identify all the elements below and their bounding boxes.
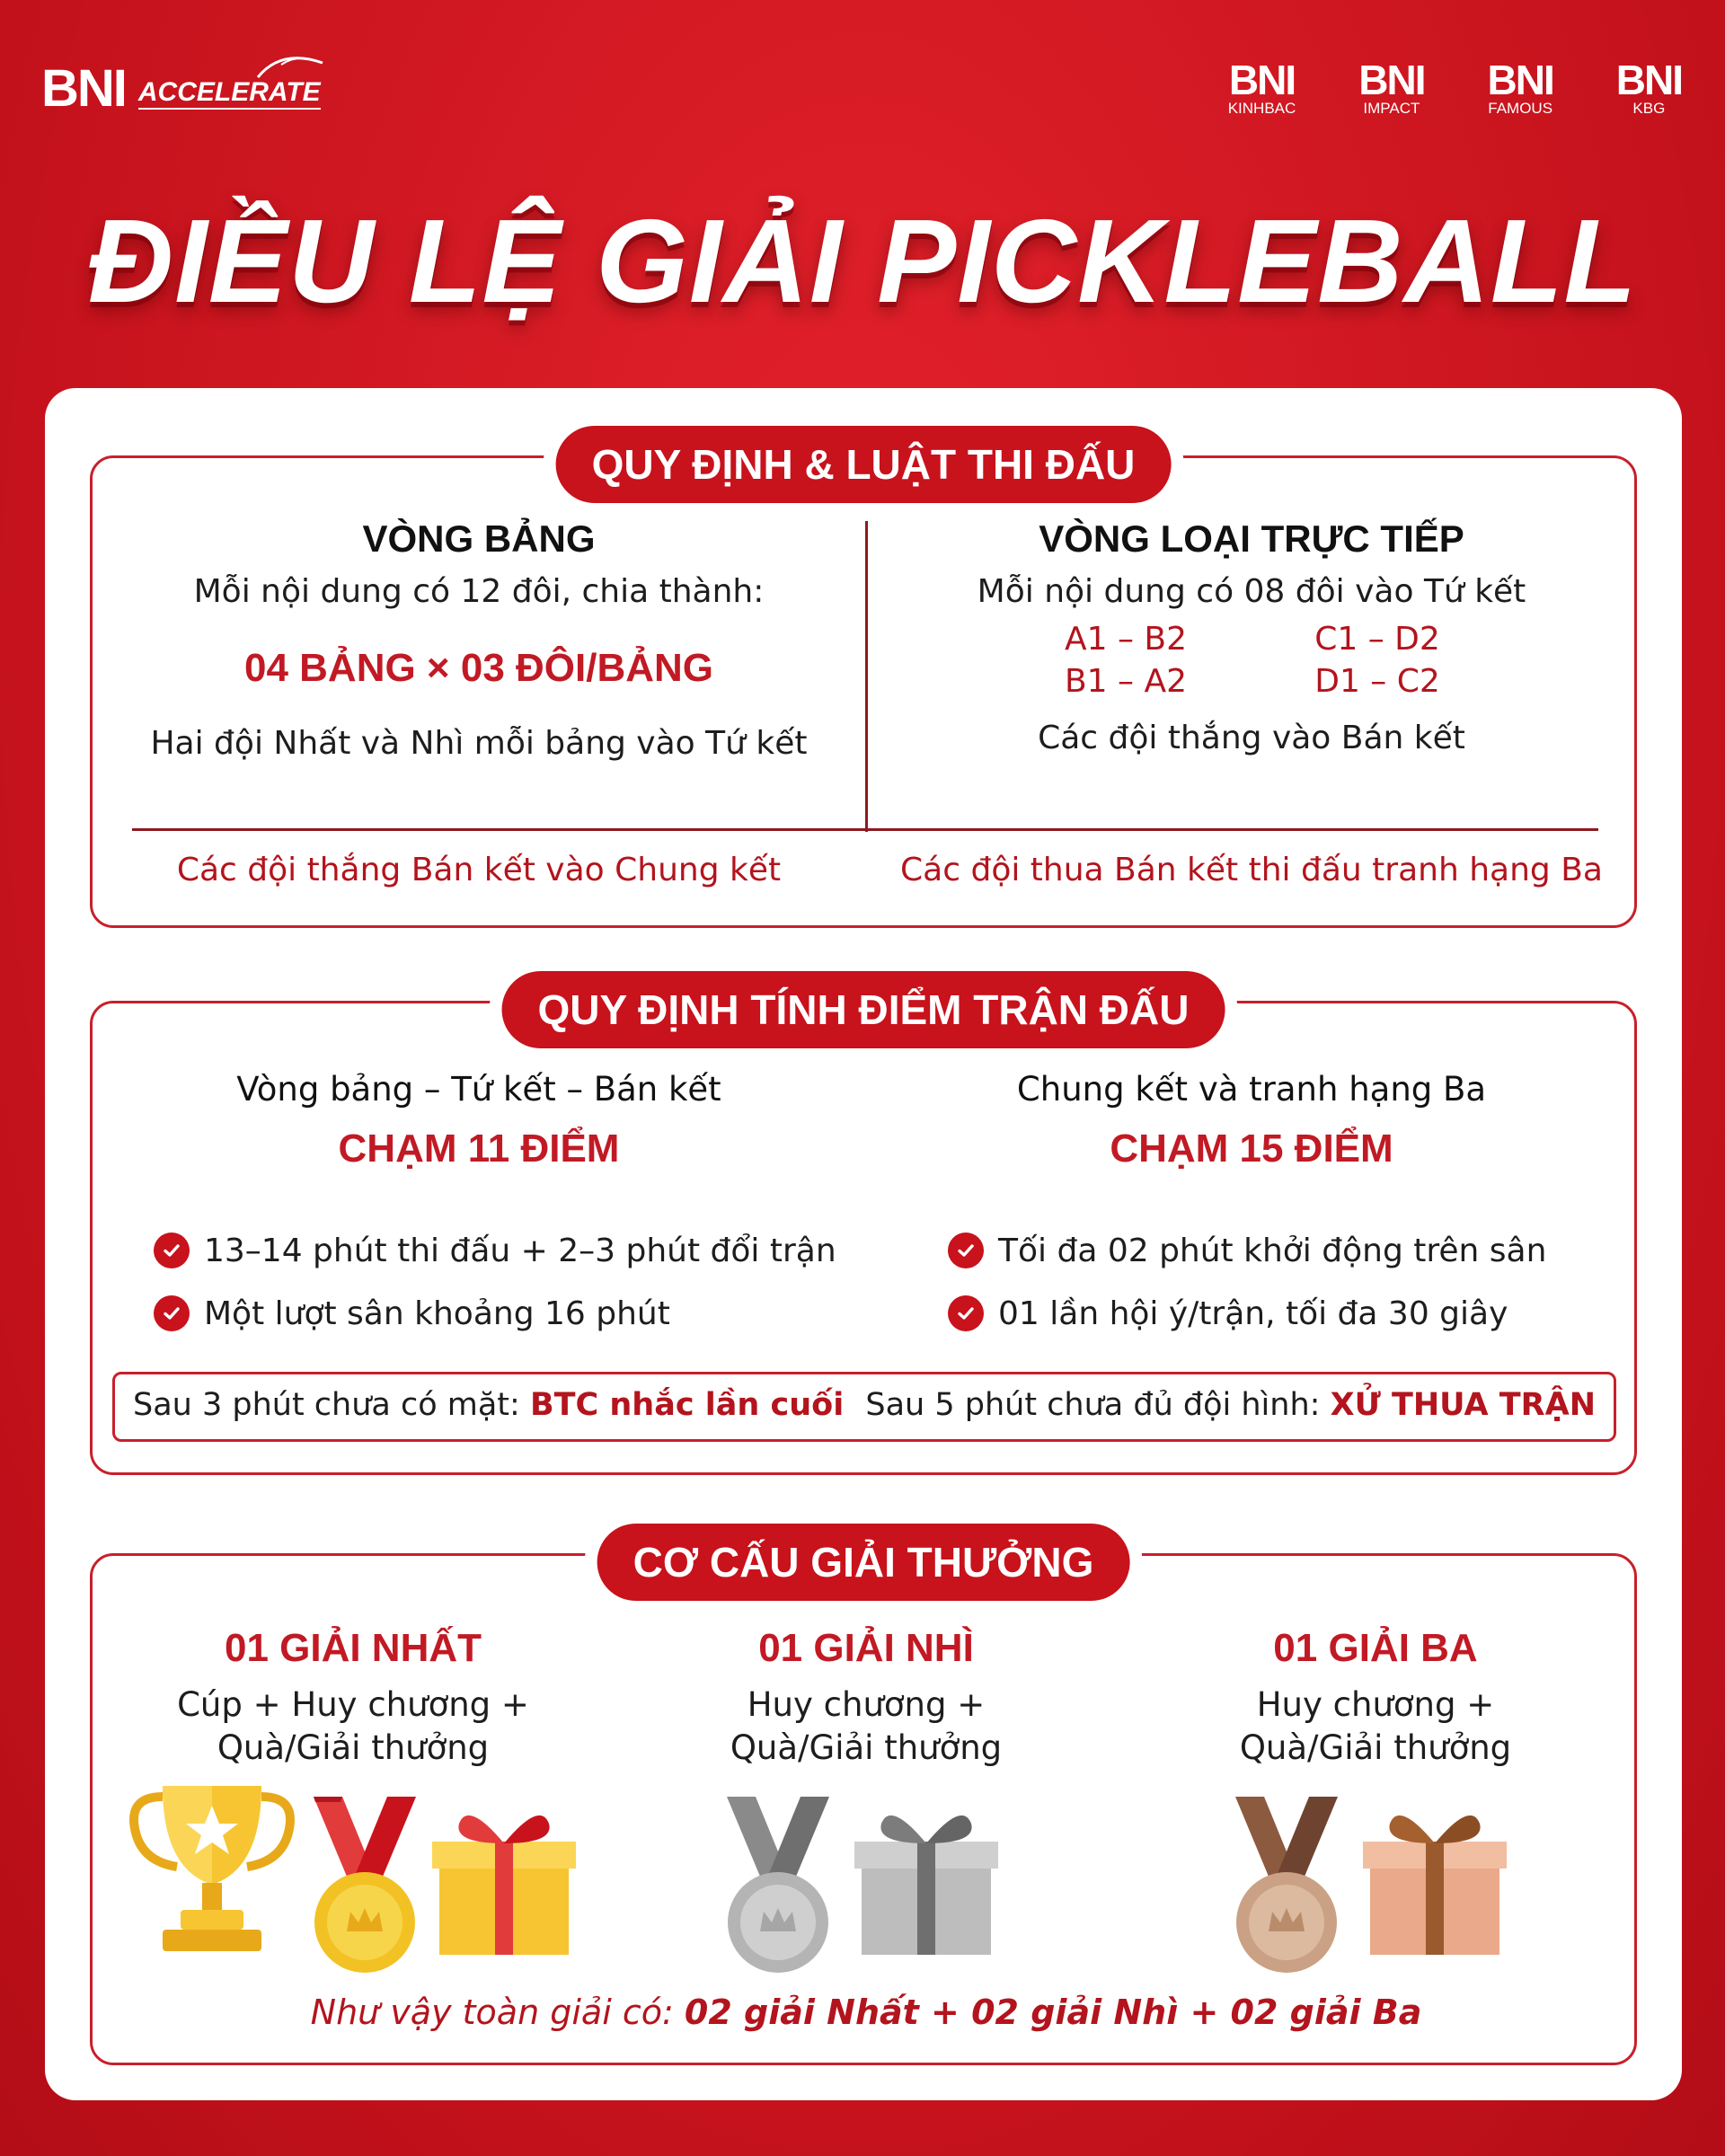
chapter-brand: BNI	[1228, 57, 1296, 103]
logo-brand: BNI	[41, 59, 126, 118]
chapter-brand: BNI	[1358, 57, 1425, 103]
trophy-icon	[127, 1779, 297, 1958]
rules-section-title: QUY ĐỊNH & LUẬT THI ĐẤU	[556, 426, 1172, 503]
first-prize-desc	[102, 1683, 605, 1770]
third-place-rule: Các đội thua Bán kết thi đấu tranh hạng Ba	[900, 852, 1603, 888]
prize-summary-label: Như vậy toàn giải có:	[310, 1993, 674, 2032]
swoosh-icon	[254, 52, 326, 79]
scoring-left-list	[154, 1219, 836, 1345]
group-stage-heading: VÒNG BẢNG	[362, 517, 596, 560]
check-icon	[154, 1295, 190, 1331]
scoring-right-heading: Chung kết và tranh hạng Ba	[1016, 1070, 1487, 1109]
prize-summary-value: 02 giải Nhất + 02 giải Nhì + 02 giải Ba	[684, 1993, 1422, 2032]
gold-medal-icon	[306, 1797, 423, 1976]
scoring-right-column	[883, 1070, 1620, 1171]
prize-summary	[93, 1993, 1640, 2032]
content-card	[45, 388, 1682, 2100]
header	[0, 0, 1725, 180]
check-icon	[154, 1233, 190, 1268]
first-prize-line1: Cúp + Huy chương +	[177, 1685, 529, 1724]
second-prize	[615, 1626, 1118, 1770]
first-prize-line2: Quà/Giải thưởng	[217, 1728, 490, 1767]
knockout-intro: Mỗi nội dung có 08 đôi vào Tứ kết	[977, 573, 1526, 610]
gift-icon	[854, 1806, 998, 1958]
scoring-right-points: CHẠM 15 ĐIỂM	[1110, 1127, 1393, 1171]
third-prize	[1124, 1626, 1627, 1770]
late-arrival-value: BTC nhắc lần cuối	[529, 1387, 845, 1423]
chapter-name: KINHBAC	[1227, 100, 1296, 117]
knockout-column	[883, 517, 1620, 756]
list-item-text: Một lượt sân khoảng 16 phút	[204, 1294, 670, 1332]
list-item-text: 13–14 phút thi đấu + 2–3 phút đổi trận	[204, 1232, 836, 1269]
second-prize-desc	[615, 1683, 1118, 1770]
list-item	[154, 1282, 836, 1345]
chapter-name: IMPACT	[1363, 100, 1420, 117]
final-rule: Các đội thắng Bán kết vào Chung kết	[176, 852, 782, 888]
column-divider	[865, 521, 868, 832]
pairing: A1 – B2	[1064, 621, 1188, 658]
second-prize-line1: Huy chương +	[747, 1685, 986, 1724]
scoring-left-column	[111, 1070, 847, 1171]
bni-accelerate-logo	[41, 59, 321, 118]
check-icon	[948, 1295, 984, 1331]
prizes-section-title: CƠ CẤU GIẢI THƯỞNG	[597, 1524, 1130, 1601]
rules-section	[90, 441, 1637, 928]
chapter-logo	[1358, 59, 1424, 118]
scoring-section	[90, 986, 1637, 1475]
chapter-logos	[1228, 59, 1682, 118]
pairing: C1 – D2	[1314, 621, 1440, 658]
pairing: B1 – A2	[1064, 663, 1188, 700]
list-item-text: Tối đa 02 phút khởi động trên sân	[998, 1232, 1547, 1269]
chapter-brand: BNI	[1615, 57, 1682, 103]
third-prize-desc	[1124, 1683, 1627, 1770]
late-arrival-label: Sau 3 phút chưa có mặt:	[133, 1387, 520, 1423]
list-item	[154, 1219, 836, 1282]
third-prize-line1: Huy chương +	[1256, 1685, 1495, 1724]
late-arrival-note	[133, 1387, 844, 1423]
list-item	[948, 1219, 1546, 1282]
logo-subtitle-text: ACCELERATE	[137, 77, 321, 107]
chapter-logo	[1228, 59, 1296, 118]
scoring-left-heading: Vòng bảng – Tứ kết – Bán kết	[236, 1070, 721, 1109]
knockout-note: Các đội thắng vào Bán kết	[1038, 720, 1465, 756]
first-prize-title: 01 GIẢI NHẤT	[224, 1626, 482, 1670]
check-icon	[948, 1233, 984, 1268]
third-prize-line2: Quà/Giải thưởng	[1239, 1728, 1512, 1767]
incomplete-lineup-note	[865, 1387, 1596, 1423]
chapter-name: KBG	[1632, 100, 1666, 117]
group-stage-highlight: 04 BẢNG × 03 ĐÔI/BẢNG	[243, 646, 714, 690]
group-stage-note: Hai đội Nhất và Nhì mỗi bảng vào Tứ kết	[150, 725, 808, 762]
page-title: ĐIỀU LỆ GIẢI PICKLEBALL	[87, 195, 1638, 327]
chapter-logo	[1616, 59, 1682, 118]
rules-divider	[132, 828, 1598, 831]
list-item	[948, 1282, 1546, 1345]
incomplete-lineup-label: Sau 5 phút chưa đủ đội hình:	[865, 1387, 1321, 1423]
group-stage-intro: Mỗi nội dung có 12 đôi, chia thành:	[193, 573, 765, 610]
incomplete-lineup-value: XỬ THUA TRẬN	[1330, 1387, 1596, 1423]
gift-icon	[1363, 1806, 1507, 1958]
chapter-brand: BNI	[1487, 57, 1553, 103]
pairing: D1 – C2	[1314, 663, 1440, 700]
penalty-note-box	[112, 1372, 1616, 1442]
scoring-section-title: QUY ĐỊNH TÍNH ĐIỂM TRẬN ĐẤU	[502, 971, 1225, 1048]
chapter-logo	[1488, 59, 1553, 118]
second-prize-title: 01 GIẢI NHÌ	[758, 1626, 974, 1670]
first-prize	[102, 1626, 605, 1770]
gift-icon	[432, 1806, 576, 1958]
scoring-left-points: CHẠM 11 ĐIỂM	[338, 1127, 620, 1171]
third-prize-title: 01 GIẢI BA	[1273, 1626, 1478, 1670]
scoring-right-list	[948, 1219, 1546, 1345]
chapter-name: FAMOUS	[1488, 100, 1553, 117]
silver-medal-icon	[720, 1797, 836, 1976]
bronze-medal-icon	[1228, 1797, 1345, 1976]
logo-subtitle	[138, 79, 321, 110]
group-stage-column	[111, 517, 847, 762]
list-item-text: 01 lần hội ý/trận, tối đa 30 giây	[998, 1294, 1508, 1332]
quarterfinal-pairings	[883, 621, 1620, 700]
second-prize-line2: Quà/Giải thưởng	[730, 1728, 1003, 1767]
knockout-heading: VÒNG LOẠI TRỰC TIẾP	[1039, 517, 1464, 560]
prizes-section	[90, 1539, 1637, 2065]
